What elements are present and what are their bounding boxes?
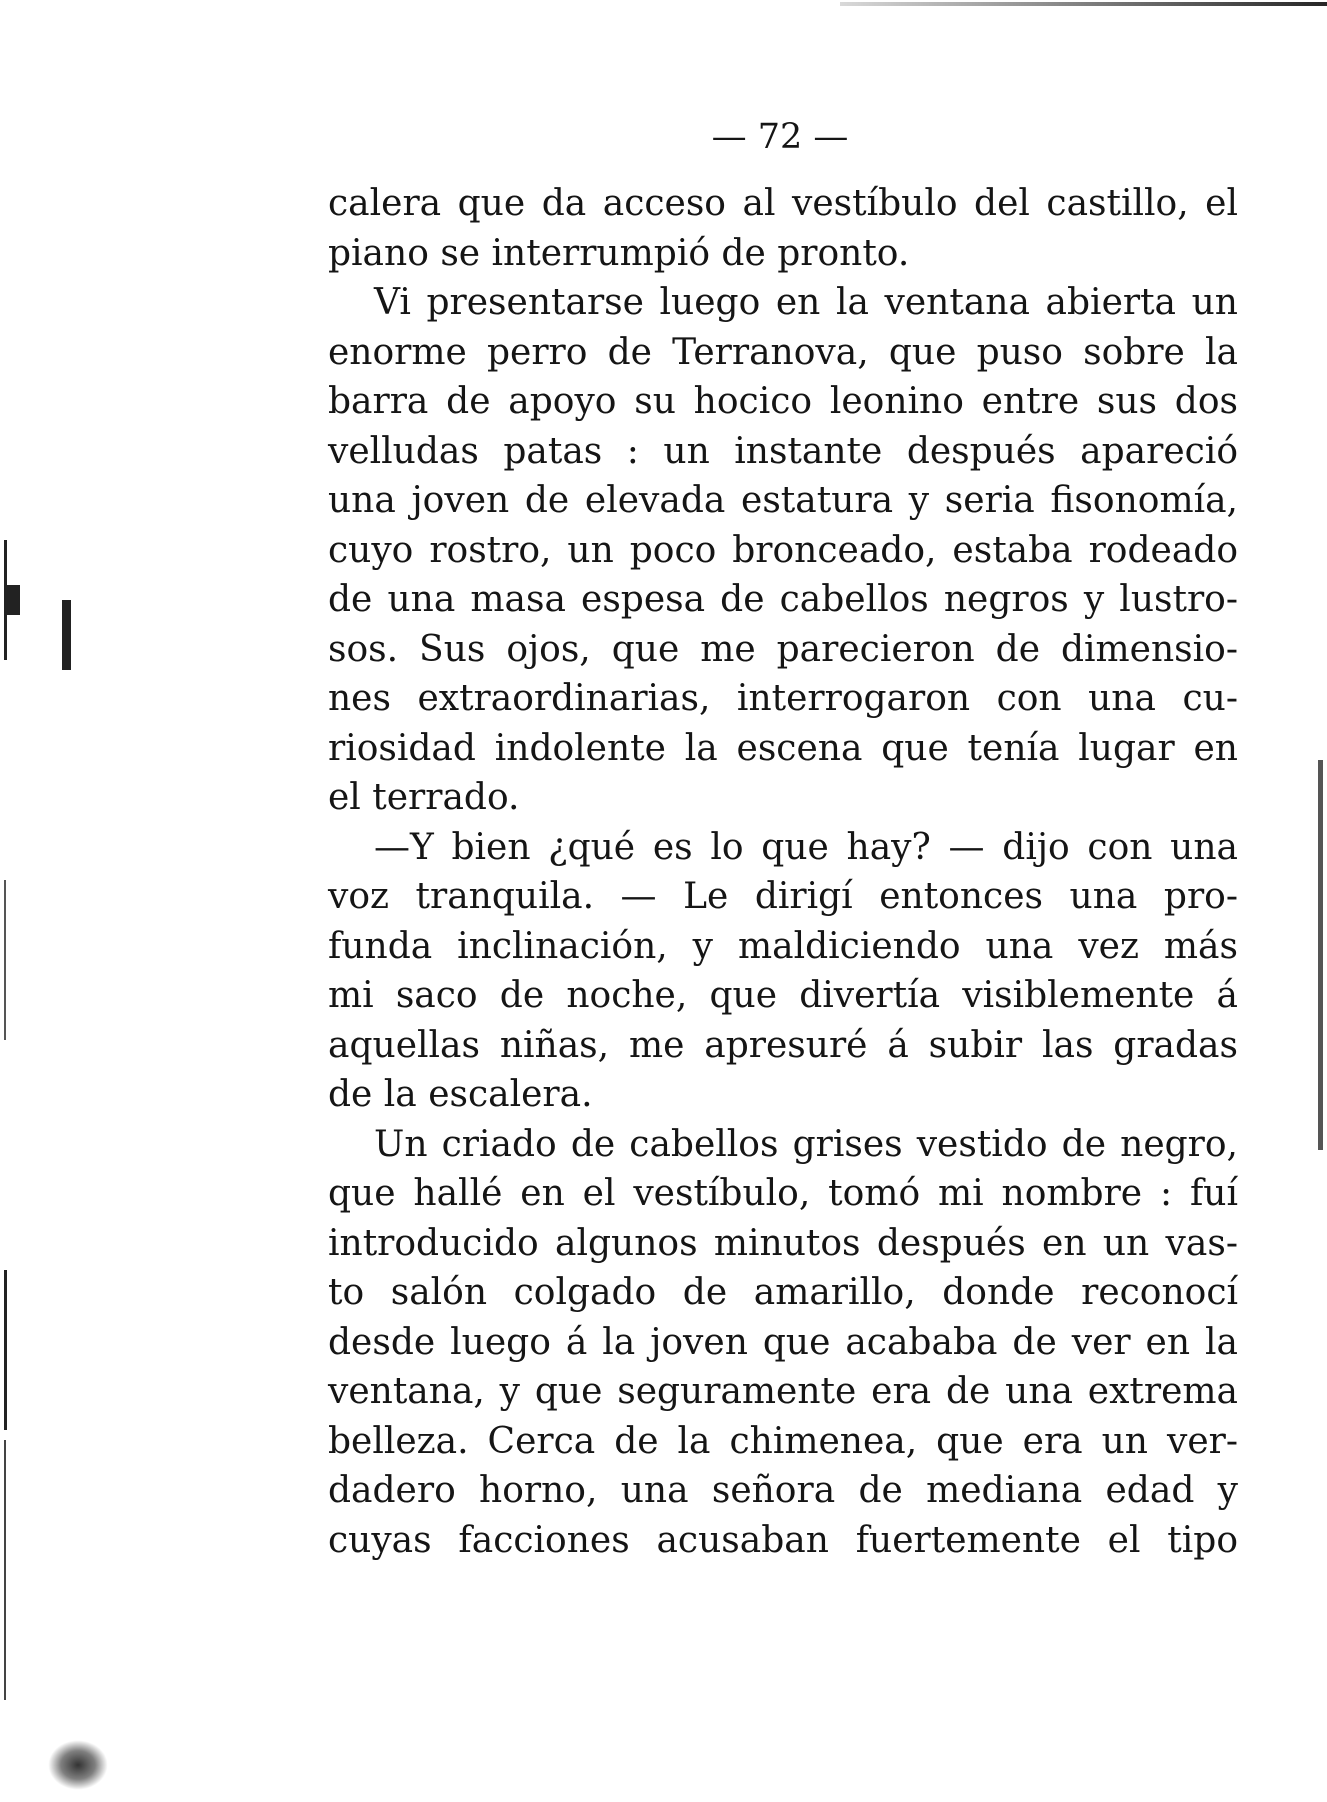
- text-line: belleza. Cerca de la chimenea, que era un ver-: [328, 1420, 1238, 1462]
- scan-edge-mark: [6, 585, 20, 615]
- page-number: — 72 —: [711, 117, 849, 157]
- text-line: funda inclinación, y maldiciendo una vez más: [328, 925, 1238, 967]
- text-line: —Y bien ¿qué es lo que hay? — dijo con una: [374, 826, 1238, 868]
- text-line: barra de apoyo su hocico leonino entre sus dos: [328, 381, 1238, 422]
- text-line: Un criado de cabellos grises vestido de negro,: [374, 1123, 1238, 1165]
- scan-edge-mark: [62, 600, 71, 670]
- text-line: velludas patas : un instante después apareció: [328, 430, 1238, 472]
- text-line: cuyo rostro, un poco bronceado, estaba rodeado: [328, 529, 1238, 571]
- scan-smudge: [48, 1740, 108, 1790]
- text-line: cuyas facciones acusaban fuertemente el tipo: [328, 1519, 1238, 1561]
- text-line: mi saco de noche, que divertía visiblemente á: [328, 975, 1238, 1016]
- text-line: de la escalera.: [328, 1074, 593, 1115]
- text-line: sos. Sus ojos, que me parecieron de dimensio-: [328, 628, 1238, 670]
- scan-edge-mark: [1318, 760, 1323, 1150]
- text-line: calera que da acceso al vestíbulo del castillo, el: [328, 183, 1238, 224]
- text-line: piano se interrumpió de pronto.: [328, 232, 910, 274]
- text-line: desde luego á la joven que acababa de ver en la: [328, 1321, 1238, 1363]
- text-line: Vi presentarse luego en la ventana abierta un: [374, 282, 1238, 323]
- text-line: dadero horno, una señora de mediana edad y: [328, 1470, 1238, 1511]
- top-edge-rule: [840, 2, 1327, 6]
- text-line: to salón colgado de amarillo, donde reconocí: [328, 1272, 1238, 1313]
- text-line: una joven de elevada estatura y seria fisonomía,: [328, 480, 1238, 521]
- text-line: riosidad indolente la escena que tenía lugar en: [328, 727, 1238, 769]
- text-line: que hallé en el vestíbulo, tomó mi nombre : fuí: [328, 1173, 1238, 1214]
- text-line: enorme perro de Terranova, que puso sobre la: [328, 331, 1238, 373]
- scan-edge-mark: [4, 1440, 6, 1700]
- text-line: voz tranquila. — Le dirigí entonces una pro-: [328, 876, 1238, 917]
- body-text: [328, 179, 1238, 1565]
- text-line: introducido algunos minutos después en un vas-: [328, 1222, 1238, 1264]
- text-line: de una masa espesa de cabellos negros y lustro-: [328, 579, 1238, 620]
- text-line: aquellas niñas, me apresuré á subir las gradas: [328, 1024, 1238, 1066]
- scan-edge-mark: [4, 1270, 7, 1430]
- scan-edge-mark: [4, 880, 6, 1040]
- text-line: el terrado.: [328, 777, 520, 818]
- text-line: ventana, y que seguramente era de una extrema: [328, 1371, 1238, 1412]
- text-line: nes extraordinarias, interrogaron con una cu-: [328, 678, 1238, 719]
